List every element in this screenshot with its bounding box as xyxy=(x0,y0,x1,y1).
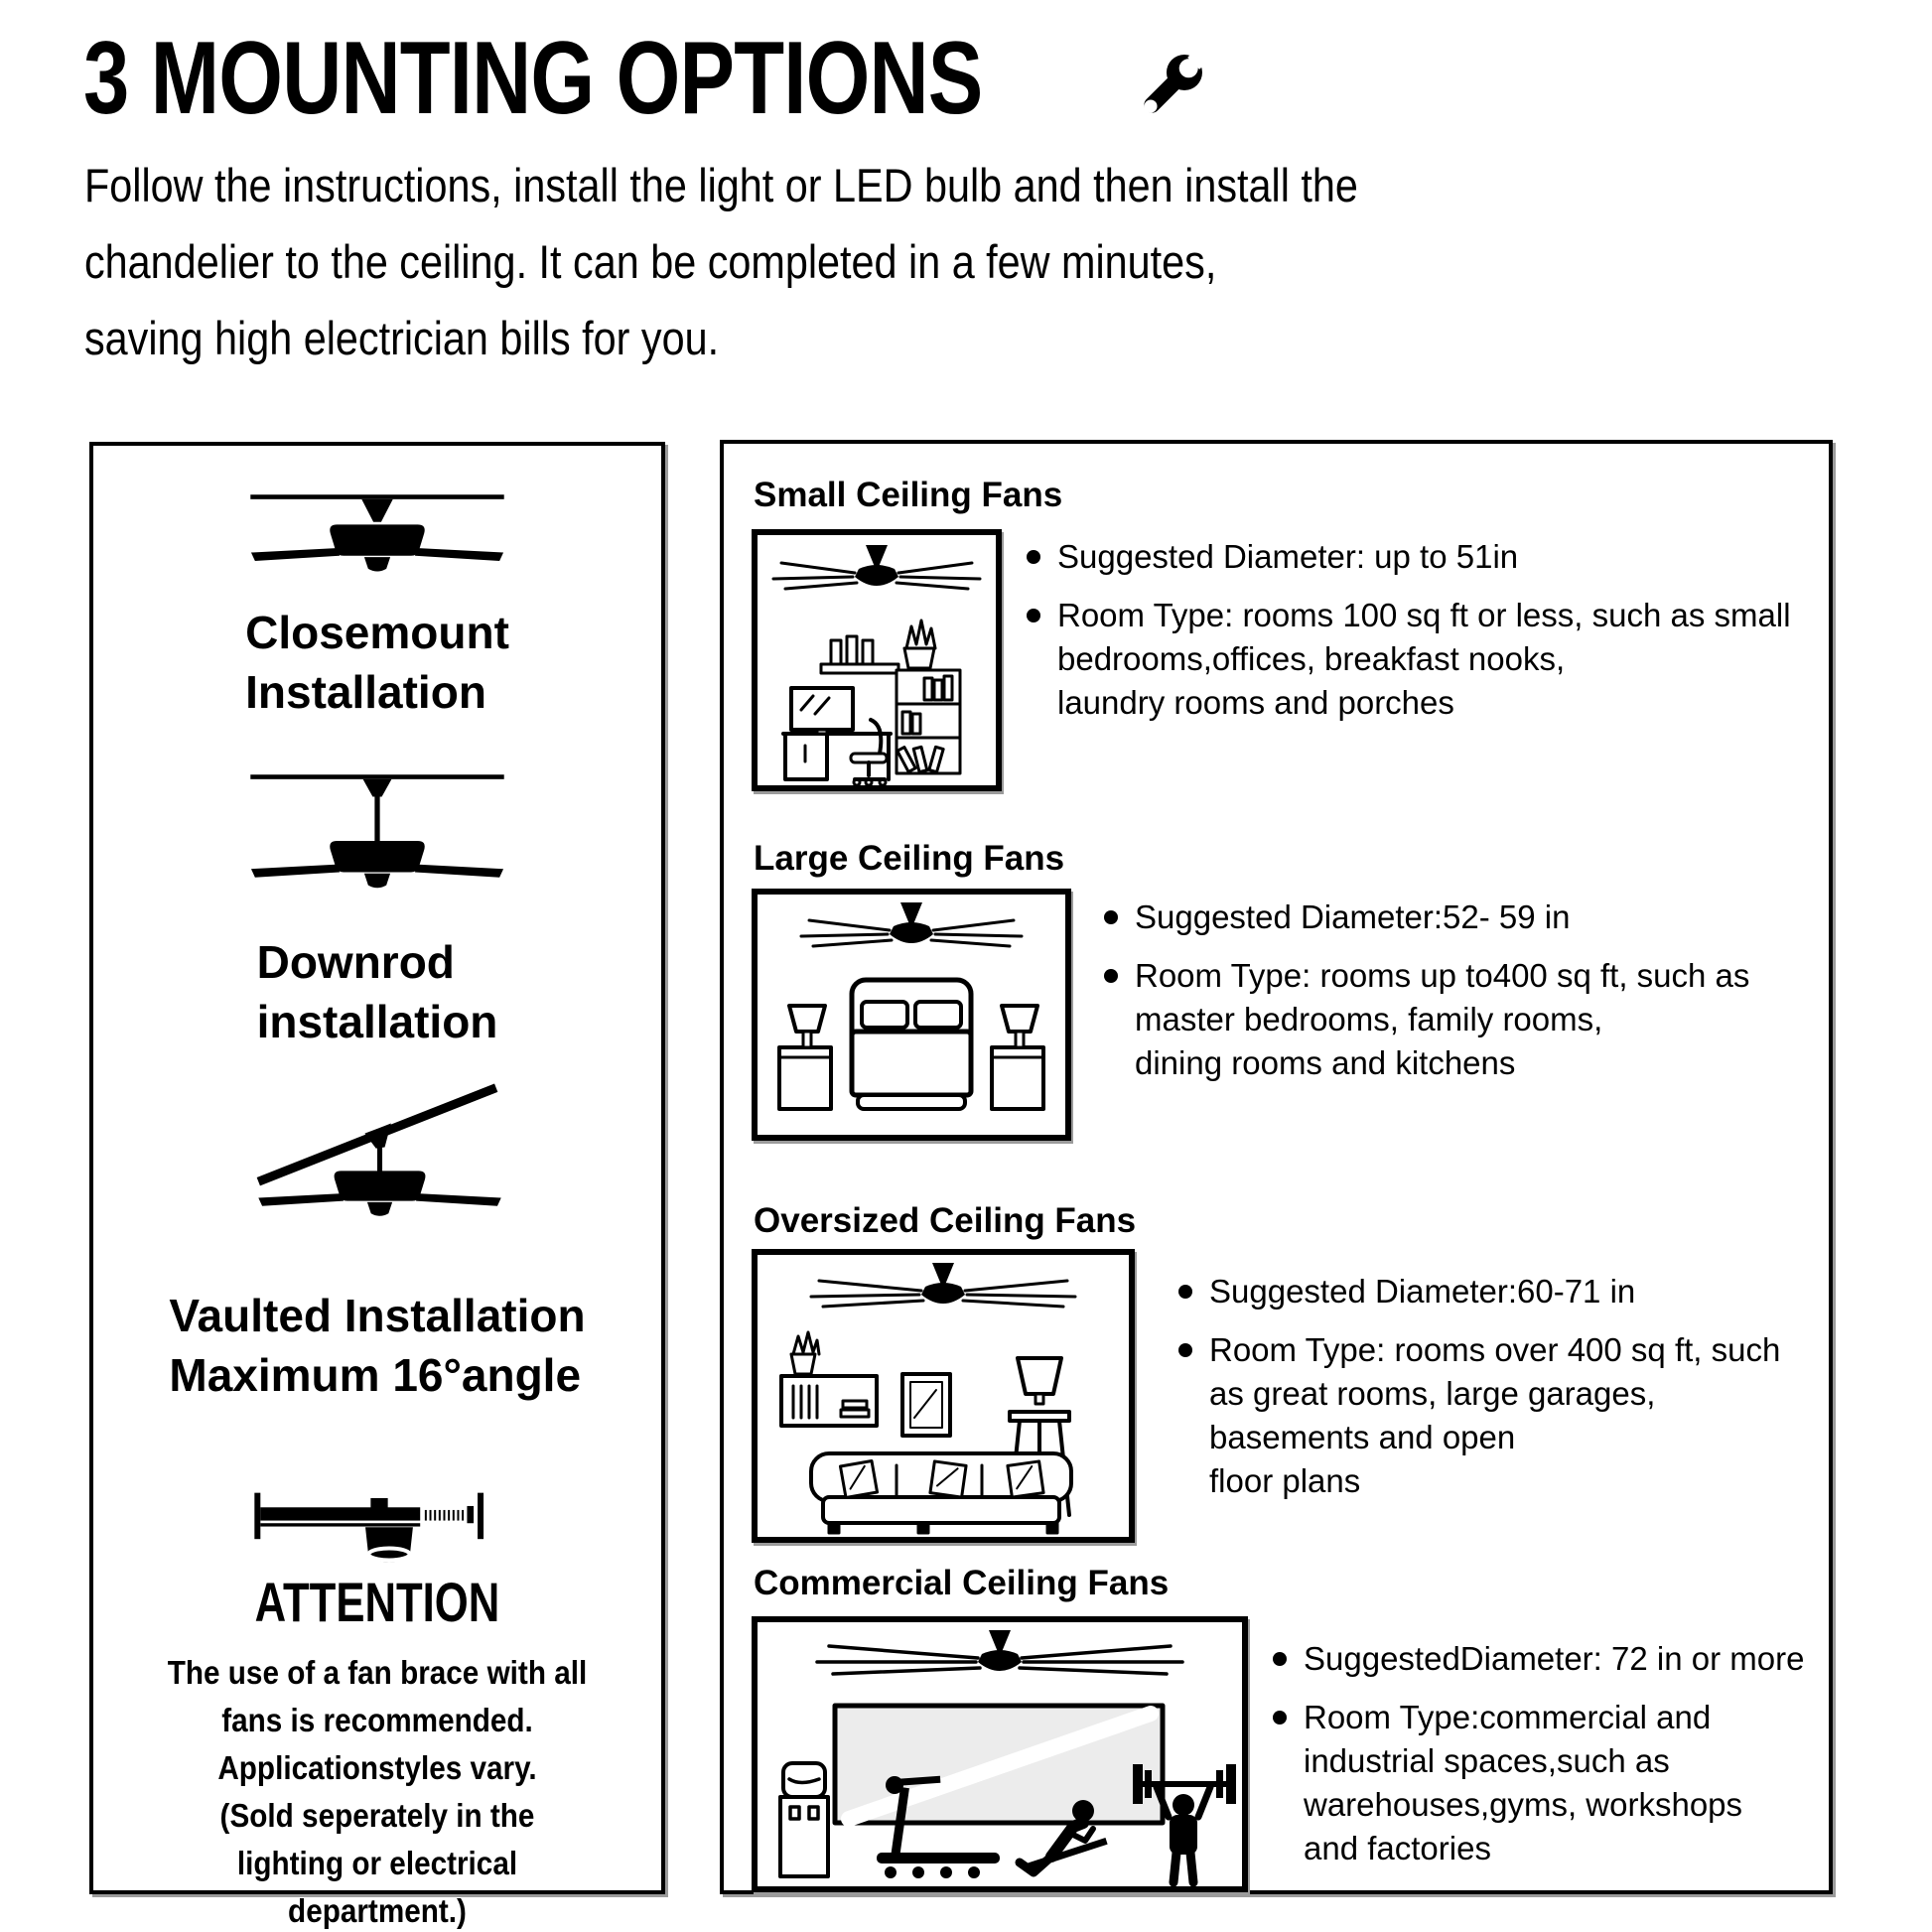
bullet-line: Suggested Diameter:52- 59 in xyxy=(1135,898,1571,935)
attention-title: ATTENTION xyxy=(254,1571,500,1633)
small-fans-bullets xyxy=(1027,535,1821,725)
bullet-line: Room Type:commercial and xyxy=(1304,1699,1712,1735)
closemount-label xyxy=(93,603,661,722)
label-line: Vaulted Installation xyxy=(169,1290,586,1341)
gym-illustration xyxy=(752,1616,1248,1892)
bullet-dot xyxy=(1027,550,1040,564)
page-title: 3 MOUNTING OPTIONS xyxy=(83,21,983,136)
vaulted-label xyxy=(93,1286,661,1405)
bullet-line: Suggested Diameter: up to 51in xyxy=(1057,538,1519,575)
bullet-dot xyxy=(1104,910,1118,924)
fan-brace-icon xyxy=(245,1486,509,1572)
bullet-line: and factories xyxy=(1304,1830,1491,1866)
bedroom-illustration xyxy=(752,889,1071,1141)
bullet-item xyxy=(1027,535,1821,579)
bullet-item xyxy=(1273,1696,1817,1870)
label-line: Downrod xyxy=(256,936,455,988)
large-fans-bullets xyxy=(1104,896,1819,1085)
wrench-icon xyxy=(1118,40,1217,139)
closemount-fan-icon xyxy=(247,489,507,574)
bullet-line: as great rooms, large garages, xyxy=(1209,1375,1656,1412)
label-line: Installation xyxy=(245,666,486,718)
attention-line: lighting or electrical xyxy=(236,1845,518,1881)
section-heading-commercial: Commercial Ceiling Fans xyxy=(754,1564,1170,1602)
downrod-label xyxy=(93,932,661,1051)
bullet-line: dining rooms and kitchens xyxy=(1135,1044,1516,1081)
attention-body xyxy=(122,1649,633,1932)
bullet-line: warehouses,gyms, workshops xyxy=(1304,1786,1743,1823)
living-room-illustration xyxy=(752,1249,1135,1543)
bullet-item xyxy=(1027,594,1821,725)
bullet-line: SuggestedDiameter: 72 in or more xyxy=(1304,1640,1805,1677)
intro-line: chandelier to the ceiling. It can be completed in a few minutes, xyxy=(84,235,1217,288)
section-heading-small: Small Ceiling Fans xyxy=(754,476,1063,514)
attention-line: Applicationstyles vary. xyxy=(217,1749,537,1786)
bullet-line: industrial spaces,such as xyxy=(1304,1742,1670,1779)
bullet-line: Room Type: rooms over 400 sq ft, such xyxy=(1209,1331,1781,1368)
bullet-item xyxy=(1178,1328,1819,1503)
attention-line: department.) xyxy=(288,1892,467,1929)
bullet-line: basements and open xyxy=(1209,1419,1516,1455)
downrod-fan-icon xyxy=(247,769,507,893)
bullet-line: bedrooms,offices, breakfast nooks, xyxy=(1057,640,1566,677)
bullet-dot xyxy=(1027,609,1040,622)
bullet-line: floor plans xyxy=(1209,1462,1361,1499)
bullet-line: Room Type: rooms up to400 sq ft, such as xyxy=(1135,957,1750,994)
bullet-item xyxy=(1104,896,1819,939)
bullet-item xyxy=(1104,954,1819,1085)
bullet-dot xyxy=(1178,1343,1192,1357)
fan-size-guide-panel xyxy=(720,440,1833,1894)
section-heading-large: Large Ceiling Fans xyxy=(754,839,1065,878)
attention-line: fans is recommended. xyxy=(221,1702,533,1738)
bullet-dot xyxy=(1104,969,1118,983)
label-line: Maximum 16°angle xyxy=(169,1349,582,1401)
label-line: installation xyxy=(256,996,498,1047)
intro-line: saving high electrician bills for you. xyxy=(84,312,720,364)
intro-line: Follow the instructions, install the light or LED bulb and then install the xyxy=(84,159,1358,211)
attention-line: The use of a fan brace with all xyxy=(167,1654,588,1691)
commercial-fans-bullets xyxy=(1273,1637,1817,1870)
vaulted-fan-icon xyxy=(252,1053,502,1222)
bullet-dot xyxy=(1178,1285,1192,1299)
bullet-dot xyxy=(1273,1711,1287,1725)
mounting-options-panel xyxy=(89,442,665,1929)
section-heading-oversized: Oversized Ceiling Fans xyxy=(754,1201,1137,1240)
intro-paragraph xyxy=(84,147,1358,376)
bullet-item xyxy=(1178,1270,1819,1313)
oversized-fans-bullets xyxy=(1178,1270,1819,1503)
bullet-line: Suggested Diameter:60-71 in xyxy=(1209,1273,1636,1310)
label-line: Closemount xyxy=(245,607,509,658)
bullet-item xyxy=(1273,1637,1817,1681)
bullet-line: laundry rooms and porches xyxy=(1057,684,1454,721)
attention-line: (Sold seperately in the xyxy=(219,1797,535,1834)
bullet-line: master bedrooms, family rooms, xyxy=(1135,1001,1603,1037)
small-room-illustration xyxy=(752,529,1002,791)
bullet-dot xyxy=(1273,1652,1287,1666)
bullet-line: Room Type: rooms 100 sq ft or less, such as small xyxy=(1057,597,1791,633)
